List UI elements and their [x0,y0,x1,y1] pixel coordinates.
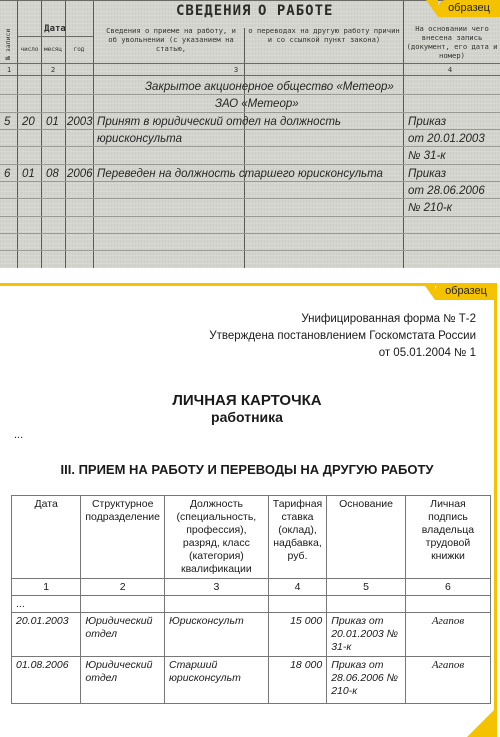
form-code: Унифицированная форма № Т-2 [301,313,476,325]
workbook-rec-year: 2006 [67,168,93,180]
form-approval: Утверждена постановлением Госкомстата России [209,330,476,342]
table-row [12,613,491,657]
workbook-date-divider [17,36,93,37]
hiring-table [11,495,491,704]
workbook-col-record-no: № записи [4,28,12,60]
workbook-col-num: 2 [50,65,56,74]
workbook-rec-basis: Приказ [408,116,447,128]
section-title: III. ПРИЕМ НА РАБОТУ И ПЕРЕВОДЫ НА ДРУГУЮ РАБОТУ [60,462,434,477]
col-number: 6 [405,579,490,596]
sample-tab-bottom: образец [435,283,497,300]
workbook-rec-year: 2003 [67,116,93,128]
cell-dept: Юридический отдел [81,613,165,657]
workbook-col-info-left: Сведения о приеме на работу, и об увольнении (с указанием на статью, [106,26,236,53]
workbook-org-short: ЗАО «Метеор» [215,98,299,110]
workbook-col-line [17,0,18,268]
table-row [12,657,491,704]
cell-rate: 18 000 [268,657,326,704]
workbook-col-basis: На основании чего внесена запись (документ, его дата и номер) [406,24,498,60]
workbook-rec-text: юрисконсульта [97,133,182,145]
workbook-rec-basis: от 20.01.2003 [408,133,485,145]
table-header-row [12,496,491,579]
col-header-position: Должность (специальность, профессия), разряд, класс (категория) квалификации [165,496,269,579]
workbook-col-info-right: о переводах на другую работу причин и со ссылкой пункт закона) [248,26,400,44]
workbook-rec-day: 01 [22,168,35,180]
workbook-col-line [65,0,66,268]
col-header-dept: Структурное подразделение [81,496,165,579]
workbook-rule [0,94,500,95]
workbook-rec-month: 01 [46,116,59,128]
cell-signature: Агапов [405,613,490,657]
col-header-date: Дата [12,496,81,579]
workbook-rule [0,250,500,251]
table-ellipsis-row [12,596,491,613]
workbook-rec-text: Переведен на должность старшего юрисконсульта [97,168,383,180]
workbook-rec-day: 20 [22,116,35,128]
workbook-col-line [93,0,94,268]
workbook-rule [0,198,500,199]
empty-cell [405,596,490,613]
workbook-row-line [0,63,500,64]
empty-cell [81,596,165,613]
workbook-rule [0,112,500,113]
col-number: 4 [268,579,326,596]
col-header-basis: Основание [327,496,406,579]
workbook-col-line [244,28,245,268]
col-number: 3 [165,579,269,596]
col-number: 5 [327,579,406,596]
cell-dept: Юридический отдел [81,657,165,704]
workbook-rec-basis: № 31-к [408,150,446,162]
workbook-rec-text: Принят в юридический отдел на должность [97,116,341,128]
workbook-col-year: год [73,46,85,53]
workbook-col-num: 4 [447,65,453,74]
col-header-rate: Тарифная ставка (оклад), надбавка, руб. [268,496,326,579]
cell-rate: 15 000 [268,613,326,657]
col-number: 2 [81,579,165,596]
workbook-org-full: Закрытое акционерное общество «Метеор» [145,81,394,93]
workbook-col-line [41,0,42,268]
form-approval-date: от 05.01.2004 № 1 [378,347,476,359]
cell-date: 01.08.2006 [12,657,81,704]
workbook-title-right: О РАБОТЕ [258,3,334,19]
empty-cell [165,596,269,613]
workbook-col-date: Дата [44,24,66,34]
workbook-col-day: число [20,46,39,53]
empty-cell [268,596,326,613]
workbook-rule [0,164,500,165]
workbook-col-month: месяц [43,46,63,53]
cell-signature: Агапов [405,657,490,704]
card-title: ЛИЧНАЯ КАРТОЧКА [172,392,322,409]
workbook-rule [0,146,500,147]
workbook-rule [0,233,500,234]
card-subtitle: работника [211,409,283,425]
workbook-title-left: СВЕДЕНИЯ [176,3,252,19]
cell-position: Старший юрисконсульт [165,657,269,704]
workbook-rec-no: 6 [4,168,11,180]
col-header-signature: Личная подпись владельца трудовой книжки [405,496,490,579]
page-fold-corner [467,707,497,737]
workbook-rec-basis: Приказ [408,168,447,180]
workbook-rec-basis: № 210-к [408,202,453,214]
empty-cell [327,596,406,613]
workbook-rec-month: 08 [46,168,59,180]
cell-date: 20.01.2003 [12,613,81,657]
workbook-rule [0,129,500,130]
col-number: 1 [12,579,81,596]
workbook-rule [0,216,500,217]
workbook-rec-no: 5 [4,116,11,128]
workbook-col-num: 1 [6,65,12,74]
cell-basis: Приказ от 28.06.2006 № 210-к [327,657,406,704]
workbook-col-num: 3 [233,65,239,74]
sample-tab-top: образец [438,0,500,17]
workbook-row-line [0,75,500,76]
workbook-rule [0,181,500,182]
workbook-scan [0,0,500,268]
card-ellipsis: ... [14,429,24,441]
workbook-row-line [0,0,500,1]
workbook-rec-basis: от 28.06.2006 [408,185,485,197]
personal-card-sample [0,283,497,737]
cell-position: Юрисконсульт [165,613,269,657]
cell-basis: Приказ от 20.01.2003 № 31-к [327,613,406,657]
ellipsis-cell: ... [12,596,81,613]
table-number-row [12,579,491,596]
workbook-col-line [403,0,404,268]
